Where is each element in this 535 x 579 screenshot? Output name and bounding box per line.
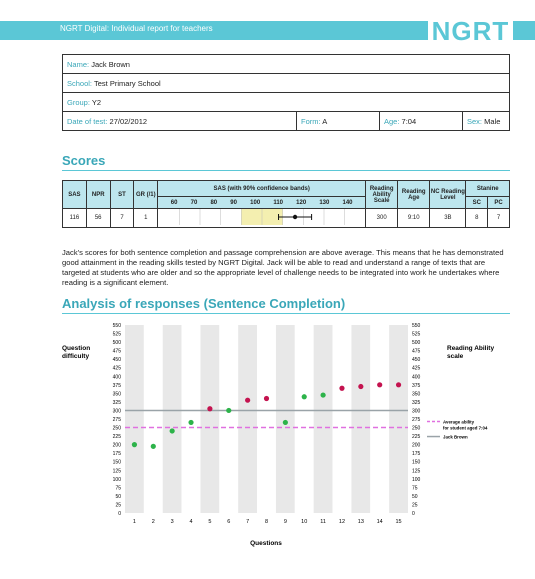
legend-average-label-line2: for student aged 7:04 <box>443 425 488 431</box>
correct-response-point <box>321 392 326 397</box>
y2-tick-label: 150 <box>412 459 421 466</box>
scores-table <box>62 180 510 228</box>
y2-tick-label: 125 <box>412 468 421 475</box>
x-tick-label: 2 <box>151 519 155 525</box>
y-tick-label: 450 <box>112 357 121 364</box>
school-name: Test Primary School <box>93 78 161 88</box>
y-tick-label: 425 <box>112 365 121 372</box>
sas-confidence-band <box>163 209 361 225</box>
x-tick-label: 8 <box>264 519 269 525</box>
x-axis-label: Questions <box>250 540 282 547</box>
header-bar-end <box>513 21 535 40</box>
group-cell <box>63 93 510 112</box>
form-value: A <box>322 116 328 126</box>
question-column-band <box>314 325 333 513</box>
pupil-name: Jack Brown <box>91 59 130 69</box>
question-column-band <box>389 325 408 513</box>
y2-tick-label: 550 <box>412 323 421 329</box>
sas-tick-label: 100 <box>250 199 261 206</box>
test-date: 27/02/2012 <box>109 116 148 126</box>
nc-value: 3B <box>430 209 466 228</box>
name-cell <box>63 55 510 74</box>
y2-tick-label: 25 <box>412 502 418 509</box>
question-column-band <box>276 325 295 513</box>
y-tick-label: 175 <box>112 451 121 458</box>
y2-tick-label: 275 <box>412 417 421 423</box>
y2-tick-label: 375 <box>412 382 421 389</box>
group-value: Y2 <box>91 97 102 107</box>
gr-value: 1 <box>134 209 158 228</box>
question-column-band <box>333 325 352 513</box>
y2-tick-label: 325 <box>412 399 421 406</box>
sex-value: Male <box>484 116 501 126</box>
y2-tick-label: 350 <box>412 391 421 398</box>
incorrect-response-point <box>377 382 382 387</box>
incorrect-response-point <box>264 396 269 401</box>
col-sc: SC <box>466 197 488 209</box>
sas-tick-label: 60 <box>170 199 178 206</box>
y-tick-label: 25 <box>115 502 121 509</box>
y-tick-label: 250 <box>112 425 121 432</box>
sas-tick-label: 130 <box>319 199 330 206</box>
correct-response-point <box>283 420 288 425</box>
school-cell <box>63 74 510 93</box>
legend-jack-label: Jack Brown <box>443 434 468 440</box>
x-tick-label: 3 <box>170 519 174 525</box>
question-column-band <box>219 325 238 513</box>
y-tick-label: 400 <box>112 374 121 381</box>
y-tick-label: 525 <box>112 331 121 338</box>
sas-band-cell <box>158 209 366 228</box>
ngrt-logo: NGRT <box>428 14 513 48</box>
sex-cell <box>463 112 510 131</box>
right-axis-label: Reading Ability <box>447 345 495 352</box>
left-axis-label-line2: difficulty <box>62 353 90 360</box>
sas-tick-label: 70 <box>190 199 198 206</box>
col-gr: GR (/1) <box>134 181 158 209</box>
name-label: Name: <box>67 59 90 69</box>
y-tick-label: 350 <box>112 391 121 398</box>
y2-tick-label: 50 <box>412 493 418 500</box>
question-column-band <box>351 325 370 513</box>
col-pc: PC <box>488 197 510 209</box>
col-ras: Reading Ability Scale <box>366 181 398 209</box>
incorrect-response-point <box>396 382 401 387</box>
y-tick-label: 150 <box>112 459 121 466</box>
x-tick-label: 13 <box>357 519 364 525</box>
question-column-band <box>144 325 163 513</box>
y-tick-label: 500 <box>112 340 121 347</box>
y-tick-label: 475 <box>112 348 121 355</box>
scores-rule <box>62 170 510 171</box>
x-tick-label: 12 <box>338 519 346 525</box>
form-cell <box>297 112 380 131</box>
x-tick-label: 7 <box>246 519 250 525</box>
question-column-band <box>182 325 201 513</box>
question-column-band <box>125 325 144 513</box>
y-tick-label: 200 <box>112 442 121 449</box>
scores-description: Jack's scores for both sentence completion and passage comprehension are above average. This means that he has demonstrated good attainment in the reading skills tested by NGRT Digital. Jack will be able to read and understand a range of texts that are targeted at students who are older and so the appropriate level of challenge needs to be integrated into work he undertakes where reading is a significant element. <box>62 247 504 287</box>
y2-tick-label: 500 <box>412 340 421 347</box>
x-tick-label: 5 <box>208 519 212 525</box>
legend-average-label: Average ability <box>443 419 475 425</box>
pc-value: 7 <box>488 209 510 228</box>
correct-response-point <box>188 420 193 425</box>
y2-tick-label: 525 <box>412 331 421 338</box>
y2-tick-label: 225 <box>412 434 421 441</box>
incorrect-response-point <box>207 406 212 411</box>
npr-value: 56 <box>86 209 110 228</box>
sas-value: 116 <box>63 209 87 228</box>
y2-tick-label: 0 <box>412 511 415 517</box>
date-cell <box>63 112 297 131</box>
sas-scale-ticks <box>158 197 366 209</box>
y-tick-label: 275 <box>112 417 121 423</box>
date-label: Date of test: <box>67 116 108 126</box>
col-sas: SAS <box>63 181 87 209</box>
st-value: 7 <box>110 209 134 228</box>
y-tick-label: 0 <box>118 511 121 517</box>
question-column-band <box>370 325 389 513</box>
y2-tick-label: 300 <box>412 408 421 415</box>
y-tick-label: 50 <box>115 493 121 500</box>
x-tick-label: 4 <box>189 519 193 525</box>
ras-value: 300 <box>366 209 398 228</box>
correct-response-point <box>170 428 175 433</box>
y2-tick-label: 75 <box>412 485 418 492</box>
y-tick-label: 75 <box>115 485 121 492</box>
analysis-rule <box>62 313 510 314</box>
rage-value: 9:10 <box>398 209 430 228</box>
y2-tick-label: 175 <box>412 451 421 458</box>
right-axis-label-line2: scale <box>447 353 464 360</box>
analysis-chart <box>0 315 535 565</box>
x-tick-label: 9 <box>283 519 287 525</box>
scores-heading: Scores <box>62 153 106 168</box>
sas-score-point <box>293 215 297 219</box>
y-tick-label: 325 <box>112 399 121 406</box>
age-cell <box>380 112 463 131</box>
sas-tick-label: 90 <box>230 199 237 206</box>
incorrect-response-point <box>245 398 250 403</box>
sas-tick-label: 110 <box>273 199 283 206</box>
pupil-info-table <box>62 54 510 131</box>
correct-response-point <box>226 408 231 413</box>
correct-response-point <box>151 444 156 449</box>
correct-response-point <box>132 442 137 447</box>
col-nc: NC Reading Level <box>430 181 466 209</box>
sex-label: Sex: <box>467 116 483 126</box>
left-axis-label: Question <box>62 345 91 352</box>
y-tick-label: 100 <box>112 476 121 483</box>
x-tick-label: 15 <box>395 519 402 525</box>
age-value: 7:04 <box>401 116 417 126</box>
col-npr: NPR <box>86 181 110 209</box>
correct-response-point <box>302 394 307 399</box>
age-label: Age: <box>384 116 400 126</box>
y-tick-label: 225 <box>112 434 121 441</box>
y-tick-label: 550 <box>112 323 121 329</box>
y2-tick-label: 200 <box>412 442 421 449</box>
y-tick-label: 300 <box>112 408 121 415</box>
col-stanine: Stanine <box>466 181 510 197</box>
question-column-band <box>238 325 257 513</box>
x-tick-label: 14 <box>376 519 383 525</box>
y2-tick-label: 425 <box>412 365 421 372</box>
question-column-band <box>163 325 182 513</box>
school-label: School: <box>67 78 93 88</box>
analysis-heading: Analysis of responses (Sentence Completion) <box>62 296 346 311</box>
form-label: Form: <box>301 116 321 126</box>
y-tick-label: 125 <box>112 468 121 475</box>
incorrect-response-point <box>339 386 344 391</box>
incorrect-response-point <box>358 384 363 389</box>
col-st: ST <box>110 181 134 209</box>
x-tick-label: 11 <box>320 519 326 525</box>
y-tick-label: 375 <box>112 382 121 389</box>
sas-tick-label: 140 <box>342 199 353 206</box>
y2-tick-label: 100 <box>412 476 421 483</box>
y2-tick-label: 400 <box>412 374 421 381</box>
x-tick-label: 1 <box>132 519 136 525</box>
x-tick-label: 10 <box>301 519 308 525</box>
col-sas-band: SAS (with 90% confidence bands) <box>158 181 366 197</box>
y2-tick-label: 475 <box>412 348 421 355</box>
question-column-band <box>200 325 219 513</box>
col-rage: Reading Age <box>398 181 430 209</box>
question-column-band <box>295 325 314 513</box>
y2-tick-label: 450 <box>412 357 421 364</box>
group-label: Group: <box>67 97 90 107</box>
sas-tick-label: 80 <box>210 199 218 206</box>
question-column-band <box>257 325 276 513</box>
y2-tick-label: 250 <box>412 425 421 432</box>
sas-tick-label: 120 <box>296 199 307 206</box>
sc-value: 8 <box>466 209 488 228</box>
report-title: NGRT Digital: Individual report for teachers <box>60 24 213 33</box>
x-tick-label: 6 <box>227 519 231 525</box>
